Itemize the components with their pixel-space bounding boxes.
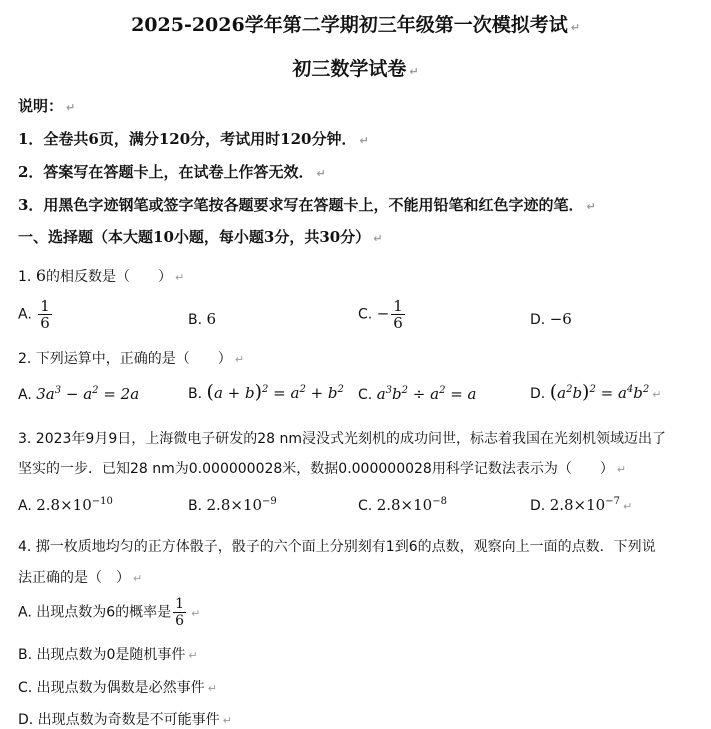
- q3-option-c: C. $2.8\times 10^{-8}$: [358, 496, 447, 514]
- q3-option-d: D. $2.8\times 10^{-7}$ ↵: [530, 496, 633, 514]
- q1-option-d: D. −6: [530, 310, 572, 328]
- question-3-line-1: 3. 2023年9月9日，上海微电子研发的28 nm浸没式光刻机的成功问世，标志着我国在光刻机领域迈出了: [18, 431, 667, 447]
- instructions-heading: 说明： ↵: [18, 97, 76, 115]
- instruction-item: 1．全卷共6页，满分120分，考试用时120分钟． ↵: [18, 130, 369, 148]
- q2-option-a: A. $3a^3 - a^2 = 2a$: [18, 385, 140, 403]
- section-heading: 一、选择题（本大题10小题，每小题3分，共30分） ↵: [18, 228, 383, 246]
- q4-option-c: C. 出现点数为偶数是必然事件 ↵: [18, 680, 217, 696]
- q1-option-c: C. − $\frac{1}{6}$: [358, 297, 403, 332]
- q2-option-b: B. $(a + b)^2 = a^2 + b^2$: [188, 381, 344, 403]
- exam-title: 2025-2026学年第二学期初三年级第一次模拟考试 ↵: [131, 14, 580, 36]
- q2-option-c: C. $a^3b^2 \div a^2 = a$: [358, 385, 477, 403]
- q4-option-d: D. 出现点数为奇数是不可能事件 ↵: [18, 712, 232, 728]
- q1-option-a: A. $\frac{1}{6}$: [18, 297, 50, 332]
- q2-option-d: D. $(a^2b)^2 = a^4b^2$ ↵: [530, 381, 662, 403]
- q3-option-a: A. $2.8\times 10^{-10}$: [18, 496, 113, 514]
- question-4-line-2: 法正确的是（ ） ↵: [18, 570, 143, 586]
- instruction-item: 3．用黑色字迹钢笔或签字笔按各题要求写在答题卡上，不能用铅笔和红色字迹的笔． ↵: [18, 196, 596, 214]
- q3-option-b: B. $2.8\times 10^{-9}$: [188, 496, 277, 514]
- q4-option-a: A. 出现点数为6的概率是 $\frac{1}{6}$ ↵: [18, 596, 201, 629]
- question-4-line-1: 4. 掷一枚质地均匀的正方体骰子，骰子的六个面上分别刻有1到6的点数，观察向上一面的点数．下列说: [18, 539, 656, 555]
- exam-subtitle: 初三数学试卷 ↵: [292, 58, 419, 80]
- q1-option-b: B. 6: [188, 310, 217, 328]
- q4-option-b: B. 出现点数为0是随机事件 ↵: [18, 647, 198, 663]
- question-2: 2. 下列运算中，正确的是（ ） ↵: [18, 351, 245, 367]
- question-1: 1. 6的相反数是（ ） ↵: [18, 266, 185, 285]
- instruction-item: 2．答案写在答题卡上，在试卷上作答无效． ↵: [18, 163, 326, 181]
- question-3-line-2: 坚实的一步．已知28 nm为0.000000028米，数据0.000000028用科学记数法表示为（ ） ↵: [18, 461, 627, 477]
